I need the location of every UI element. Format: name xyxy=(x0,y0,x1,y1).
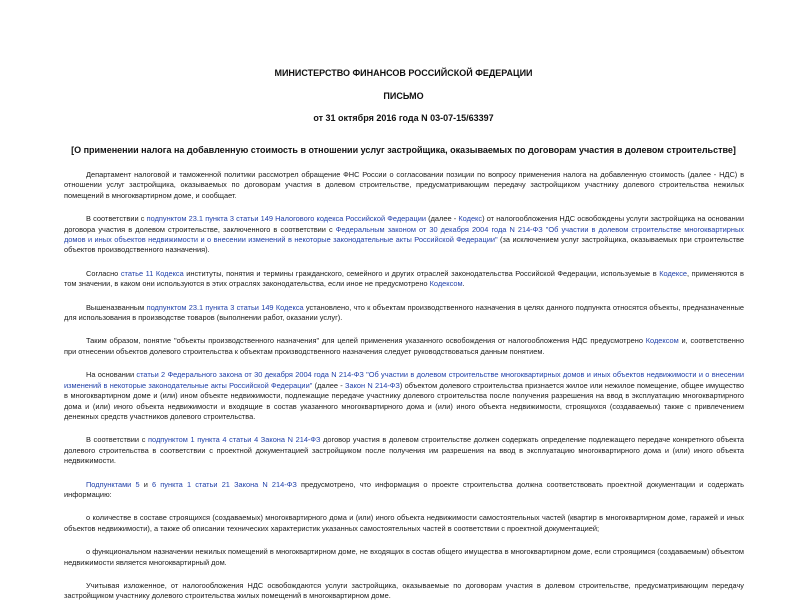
paragraph-text: о количестве в составе строящихся (создаваемых) многоквартирного дома и (или) иного объекта недвижимости самостоятельных частей (квартир в многоквартирном доме, гаражей и иных объектов недвижимости), а также об описании технических характеристик указанных самостоятельных частей в соответствии с проектной документацией; xyxy=(64,513,744,533)
paragraph-text: (далее - xyxy=(312,380,346,390)
paragraph-text: ) от налогообложения НДС освобождены услуги застройщика на основании договора участия в долевом строительстве, заключенного в соответствии с xyxy=(64,214,744,234)
legal-reference-link[interactable]: статьи 2 Федерального закона от 30 декабря 2004 года N 214-ФЗ "Об участии в долевом строительстве многоквартирных домов и иных объектов недвижимости и о внесении изменений в некоторые законодательные акты Российской Федерации" xyxy=(64,370,744,390)
paragraph xyxy=(64,480,744,501)
legal-reference-link[interactable]: статье 11 Кодекса xyxy=(120,268,184,278)
paragraph-text: и xyxy=(139,479,153,489)
paragraph-text: , применяются в том значении, в каком они используются в этих отраслях законодательства, если иное не предусмотрено xyxy=(64,268,744,289)
paragraph-text: Согласно xyxy=(86,268,121,278)
legal-reference-link[interactable]: Кодекс xyxy=(458,214,483,224)
legal-reference-link[interactable]: подпунктом 23.1 пункта 3 статьи 149 Налогового кодекса Российской Федерации xyxy=(146,214,426,224)
document-body xyxy=(64,170,744,615)
document-dateline: от 31 октября 2016 года N 03-07-15/63397 xyxy=(313,113,494,123)
legal-reference-link[interactable]: Кодексом xyxy=(645,336,679,346)
paragraph-text: В соответствии с xyxy=(86,214,147,224)
paragraph-text: На основании xyxy=(86,370,137,380)
paragraph-text: о функциональном назначении нежилых помещений в многоквартирном доме, не входящих в состав общего имущества в многоквартирном доме, если строящимся (создаваемым) объектом недвижимости является многоквартирный дом. xyxy=(64,547,744,567)
legal-reference-link[interactable]: подпунктом 1 пункта 4 статьи 4 Закона N 214-ФЗ xyxy=(148,435,321,445)
paragraph xyxy=(64,214,744,256)
paragraph-text: (далее - xyxy=(425,214,459,224)
paragraph-text: В соответствии с xyxy=(86,435,149,445)
paragraph-text: (за исключением услуг застройщика, оказываемых при строительстве объектов производственного назначения). xyxy=(64,235,744,255)
legal-reference-link[interactable]: Федеральным законом от 30 декабря 2004 года N 214-ФЗ "Об участии в долевом строительстве многоквартирных домов и иных объектов недвижимости и о внесении изменений в некоторые законодательные акты Российской Федерации" xyxy=(64,224,744,245)
legal-reference-link[interactable]: Подпунктами 5 xyxy=(86,479,140,489)
paragraph-text: установлено, что к объектам производственного назначения в целях данного подпункта относятся объекты, предназначенные для использования в производстве товаров (выполнении работ, оказании услуг). xyxy=(64,302,745,323)
document-type: ПИСЬМО xyxy=(383,91,424,101)
paragraph xyxy=(64,370,744,422)
document-subject: [О применении налога на добавленную стоимость в отношении услуг застройщика, оказываемых по договорам участия в долевом строительстве] xyxy=(71,145,736,155)
paragraph-text: Таким образом, понятие "объекты производственного назначения" для целей применения указанного освобождения от налогообложения НДС предусмотрено xyxy=(86,336,646,346)
ministry-heading: МИНИСТЕРСТВО ФИНАНСОВ РОССИЙСКОЙ ФЕДЕРАЦИИ xyxy=(274,68,533,78)
paragraph xyxy=(64,269,744,290)
legal-reference-link[interactable]: Кодексом xyxy=(429,279,463,289)
paragraph xyxy=(64,513,744,534)
paragraph xyxy=(64,581,744,602)
paragraph-text: предусмотрено, что информация о проекте строительства должна соответствовать проектной документации и содержать информацию: xyxy=(64,479,744,499)
legal-reference-link[interactable]: 6 пункта 1 статьи 21 Закона N 214-ФЗ xyxy=(152,479,297,489)
paragraph-text: Учитывая изложенное, от налогообложения НДС освобождаются услуги застройщика, оказываемые по договорам участия в долевом строительстве, предусматривающим передачу застройщиком участнику долевого строительства жилых помещений в многоквартирном доме. xyxy=(64,580,744,601)
paragraph-text: Департамент налоговой и таможенной политики рассмотрел обращение ФНС России о согласовании позиции по вопросу применения налога на добавленную стоимость (далее - НДС) в отношении услуг застройщика, оказываемых по договорам участия в долевом строительстве, предусматривающим передачу застройщиком участнику долевого строительства нежилых помещений в многоквартирном доме, и сообщает. xyxy=(64,170,744,200)
paragraph-text: договор участия в долевом строительстве должен содержать определение подлежащего передаче конкретного объекта долевого строительства в соответствии с проектной документацией застройщиком после получения им разрешения на ввод в эксплуатацию многоквартирного дома и (или) иного объекта недвижимости. xyxy=(64,435,744,466)
legal-reference-link[interactable]: Закон N 214-ФЗ xyxy=(345,380,400,390)
paragraph xyxy=(64,170,744,201)
paragraph-text: ) объектом долевого строительства признается жилое или нежилое помещение, общее имущество в многоквартирном доме и (или) ином объекте недвижимости, подлежащие передаче участнику долевого строительства после получения разрешения на ввод в эксплуатацию многоквартирного дома и (или) иного объекта недвижимости и входящие в состав указанного многоквартирного дома и (или) иного объекта недвижимости, строящихся (создаваемых) также с привлечением денежных средств участников долевого строительства. xyxy=(64,380,744,421)
legal-reference-link[interactable]: подпунктом 23.1 пункта 3 статьи 149 Кодекса xyxy=(146,302,304,312)
paragraph-text: Вышеназванным xyxy=(86,302,147,312)
paragraph xyxy=(64,547,744,568)
paragraph-text: . xyxy=(462,279,465,289)
paragraph xyxy=(64,336,744,357)
legal-reference-link[interactable]: Кодексе xyxy=(659,268,688,278)
paragraph-text: институты, понятия и термины гражданского, семейного и других отраслей законодательства Российской Федерации, используемые в xyxy=(183,268,660,278)
paragraph-text: и, соответственно при отнесении объектов долевого строительства к объектам производственного назначения следует руководствоваться данным понятием. xyxy=(64,336,745,356)
paragraph xyxy=(64,303,744,324)
paragraph xyxy=(64,435,744,466)
